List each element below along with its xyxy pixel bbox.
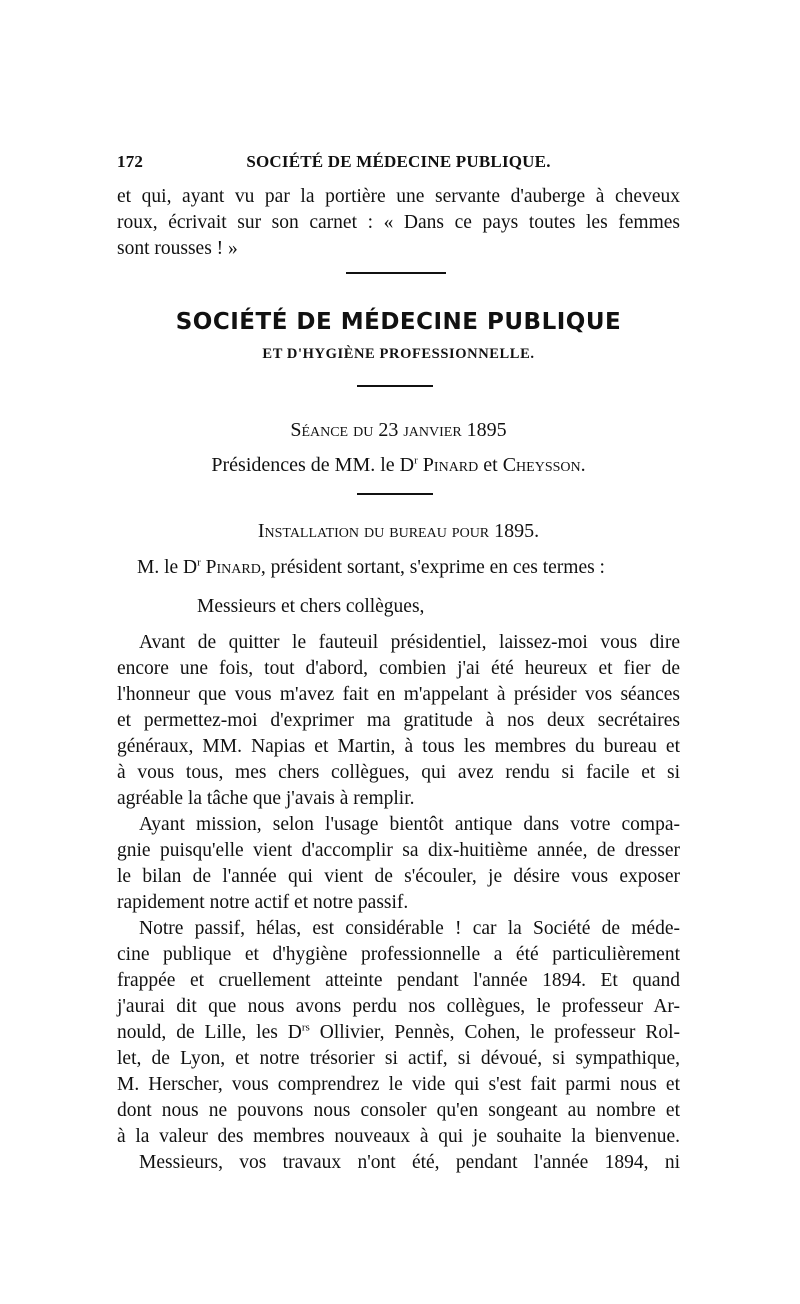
body-line: j'aurai dit que nous avons perdu nos collègues, le professeur Ar- <box>117 996 680 1017</box>
body-line: Avant de quitter le fauteuil présidentiel, laissez-moi vous dire <box>139 632 680 653</box>
body-line: généraux, MM. Napias et Martin, à tous les membres du bureau et <box>117 736 680 757</box>
seance-date: Séance du 23 janvier 1895 <box>290 419 507 441</box>
intro-line: sont rousses ! » <box>117 238 238 259</box>
intro-line: et qui, ayant vu par la portière une servante d'auberge à cheveux <box>117 186 680 207</box>
body-line: à la valeur des membres nouveaux à qui je souhaite la bienvenue. <box>117 1126 680 1147</box>
body-line: M. Herscher, vous comprendrez le vide qui s'est fait parmi nous et <box>117 1074 680 1095</box>
section-title: Installation du bureau pour 1895. <box>257 520 540 542</box>
salutation: Messieurs et chers collègues, <box>197 596 425 617</box>
body-line: l'honneur que vous m'avez fait en m'appelant à présider vos séances <box>117 684 680 705</box>
running-head <box>117 152 680 178</box>
body-line: Ayant mission, selon l'usage bientôt antique dans votre compa- <box>139 814 680 835</box>
body-line: cine publique et d'hygiène professionnelle a été particulièrement <box>117 944 680 965</box>
speaker-line: M. le $D^r$ Pinard, président sortant, s'exprime en ces termes : <box>137 556 605 578</box>
society-title: SOCIÉTÉ DE MÉDECINE PUBLIQUE <box>175 309 622 335</box>
body-line: dont nous ne pouvons nous consoler qu'en songeant au nombre et <box>117 1100 680 1121</box>
separator-rule <box>357 493 433 495</box>
body-line: agréable la tâche que j'avais à remplir. <box>117 788 415 809</box>
page-number: 172 <box>117 152 144 171</box>
body-line: gnie puisqu'elle vient d'accomplir sa dix-huitième année, de dresser <box>117 840 680 861</box>
body-line: nould, de Lille, les $D^{rs}$ Ollivier, Pennès, Cohen, le professeur Rol- <box>117 1021 680 1043</box>
separator-rule <box>346 272 446 274</box>
body-line: Notre passif, hélas, est considérable ! car la Société de méde- <box>139 918 680 939</box>
body-line: Messieurs, vos travaux n'ont été, pendant l'année 1894, ni <box>139 1152 680 1173</box>
separator-rule <box>357 385 433 387</box>
intro-line: roux, écrivait sur son carnet : « Dans ce pays toutes les femmes <box>117 212 680 233</box>
body-line: et permettez-moi d'exprimer ma gratitude à nos deux secrétaires <box>117 710 680 731</box>
body-line: à vous tous, mes chers collègues, qui avez rendu si facile et si <box>117 762 680 783</box>
society-subtitle: ET D'HYGIÈNE PROFESSIONNELLE. <box>262 346 535 362</box>
body-line: le bilan de l'année qui vient de s'écouler, je désire vous exposer <box>117 866 680 887</box>
body-line: encore une fois, tout d'abord, combien j'ai été heureux et fier de <box>117 658 680 679</box>
body-line: frappée et cruellement atteinte pendant l'année 1894. Et quand <box>117 970 680 991</box>
running-title: SOCIÉTÉ DE MÉDECINE PUBLIQUE. <box>246 152 551 171</box>
presidence-line: Présidences de MM. le $D^r$ Pinard et Cheysson. <box>211 454 586 476</box>
body-line: rapidement notre actif et notre passif. <box>117 892 409 913</box>
body-line: let, de Lyon, et notre trésorier si actif, si dévoué, si sympathique, <box>117 1048 680 1069</box>
